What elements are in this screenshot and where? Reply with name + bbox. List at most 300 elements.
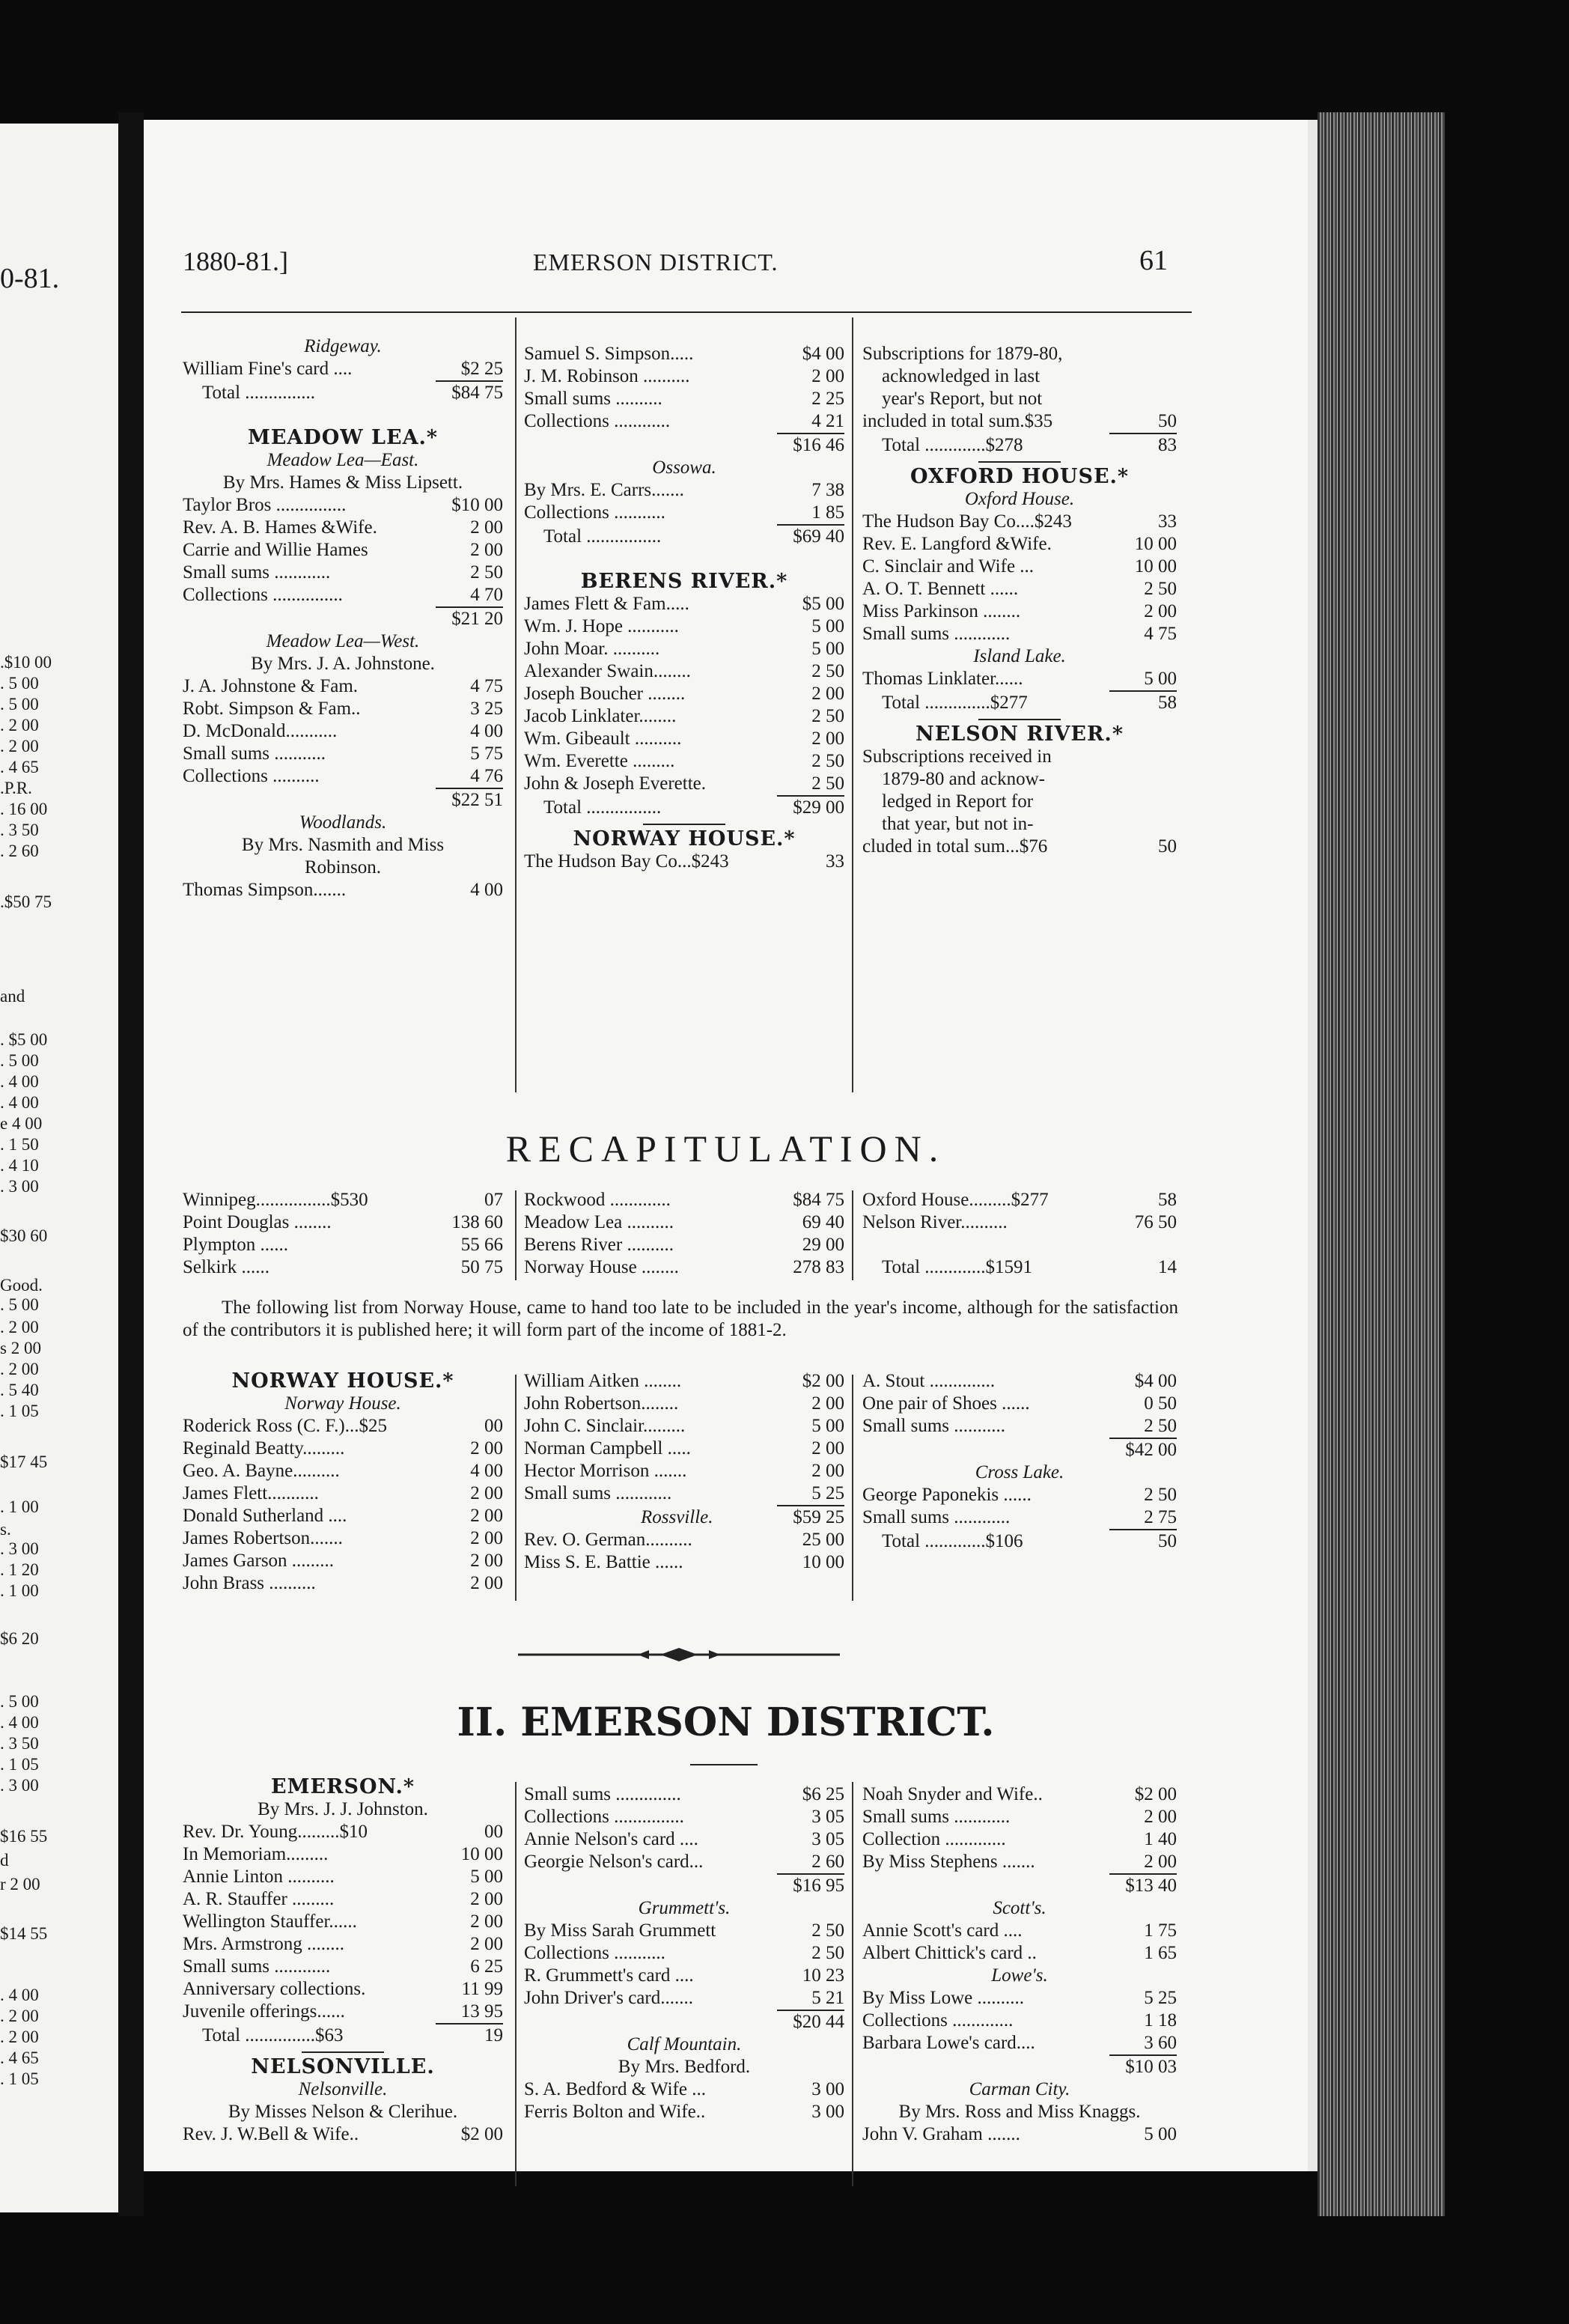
recap-column-3 [862,1189,1177,1279]
emerson-column-2 [524,1783,844,2123]
entry-label: Small sums ............ [524,1483,672,1503]
section-heading: NELSON RIVER.* [915,723,1124,746]
entry-row [524,388,844,410]
entry-row [183,2001,503,2023]
entry-amount: 2 50 [811,706,844,726]
entry-row [524,1482,844,1505]
entry-amount: 1 75 [1144,1920,1177,1941]
subsection-title: Lowe's. [991,1965,1048,1986]
entry-label: Annie Scott's card .... [862,1920,1023,1941]
left-page-line: . 1 00 [0,1581,39,1600]
section-rule [978,461,1061,463]
section-rule [302,2051,384,2053]
entry-amount: 2 00 [1144,1852,1177,1872]
left-page-line: . 3 50 [0,821,39,839]
page-61 [144,120,1308,2171]
recap-amount: 69 40 [802,1212,844,1232]
ornament-divider [518,1646,840,1664]
entry-label: Small sums ............ [862,624,1011,644]
entry-row [183,675,503,698]
entry-amount: $84 75 [451,383,503,403]
recap-amount: 14 [1158,1257,1177,1277]
entry-row [183,1438,503,1460]
recap-row [183,1234,503,1256]
left-page-line: Good. [0,1276,43,1295]
section-heading: NORWAY HOUSE.* [231,1369,454,1393]
left-page-line: d [0,1851,9,1870]
entry-label: Juvenile offerings...... [183,2001,345,2022]
left-page-line: s 2 00 [0,1339,41,1357]
entry-row [183,584,503,606]
entry-amount: 4 70 [470,585,503,605]
entry-amount: 50 [1158,1531,1177,1551]
left-page-line: . 1 05 [0,2069,39,2088]
entry-amount: 2 00 [470,1889,503,1909]
recap-amount: 29 00 [802,1235,844,1255]
left-page-line: e 4 00 [0,1114,43,1133]
entry-row [862,668,1177,690]
left-page-line: . 2 00 [0,737,39,755]
left-page-line: . 3 00 [0,1776,39,1795]
entry-amount: 1 40 [1144,1829,1177,1849]
entry-row [862,1851,1177,1873]
recap-row [862,1256,1177,1279]
subsection-title: Oxford House. [964,489,1075,509]
entry-amount: $69 40 [793,526,844,547]
entry-amount: 3 05 [811,1807,844,1827]
entry-row [183,789,503,812]
entry-row [862,1783,1177,1806]
entry-row [524,851,844,873]
recap-column-2 [524,1189,844,1279]
entry-amount: 2 50 [1144,1416,1177,1436]
entry-label: By Miss Lowe .......... [862,1988,1024,2008]
entry-row [524,1875,844,1897]
left-page-line: . 3 50 [0,1734,39,1753]
entry-amount: 2 00 [811,1393,844,1414]
entry-amount: 1 18 [1144,2010,1177,2031]
entry-label: By Mrs. E. Carrs....... [524,480,684,500]
left-page-line: . 2 00 [0,716,39,734]
entry-row [862,600,1177,623]
entry-label: Roderick Ross (C. F.)...$25 [183,1416,387,1436]
entry-label: Wm. J. Hope ........... [524,616,679,636]
entry-label: Noah Snyder and Wife.. [862,1784,1043,1804]
collector-line: By Mrs. Ross and Miss Knaggs. [898,2102,1141,2122]
entry-amount: 6 25 [470,1956,503,1977]
entry-amount: $2 25 [460,359,503,379]
entry-amount: $10 00 [451,495,503,515]
recap-amount: 07 [484,1190,503,1210]
entry-row [524,410,844,433]
entry-row [862,578,1177,600]
text-line: year's Report, but not [882,389,1043,409]
entry-amount: 11 99 [461,1979,503,1999]
recap-amount: 138 60 [451,1212,503,1232]
book-gutter [118,112,144,2216]
entry-amount: 5 25 [811,1483,844,1503]
entry-label: By Miss Stephens ....... [862,1852,1035,1872]
column-rule [852,317,853,1092]
entry-amount: $29 00 [793,797,844,818]
subsection-title: Meadow Lea—East. [266,450,419,470]
left-page-line: . 3 00 [0,1539,39,1558]
entry-label: Robt. Simpson & Fam.. [183,699,361,719]
text-line: 1879-80 and acknow- [882,769,1045,789]
entry-label: Carrie and Willie Hames [183,540,368,560]
entry-row [524,1460,844,1482]
entry-row [862,1370,1177,1393]
section-heading: EMERSON.* [271,1775,415,1798]
entry-amount: 2 00 [470,1551,503,1571]
entry-amount: 3 25 [470,699,503,719]
entry-label: Collections .......... [183,766,320,786]
entry-row [183,1482,503,1505]
entry-amount: 2 50 [1144,579,1177,599]
entry-label: Wm. Gibeault .......... [524,728,682,749]
left-page-line: . 1 20 [0,1560,39,1579]
entry-row [862,511,1177,533]
running-year: 1880-81.] [183,246,288,276]
entry-amount: 2 00 [470,1506,503,1526]
entry-label: Collections ............. [862,2010,1014,2031]
left-page-line: . 4 65 [0,2048,39,2067]
entry-label: Small sums ............ [862,1507,1011,1527]
entry-amount: 2 00 [470,1483,503,1503]
spacer [183,404,503,427]
entry-row [524,705,844,728]
entry-label: Collections ........... [524,1943,665,1963]
entry-row [862,533,1177,556]
entry-label: Alexander Swain........ [524,661,691,681]
left-page-line: $30 60 [0,1226,48,1245]
subsection-title: Norway House. [284,1393,401,1414]
entry-row [862,1920,1177,1942]
norway-late-column-2 [524,1370,844,1574]
entry-label: Wm. Everette ......... [524,751,675,771]
entry-amount: 2 00 [1144,1807,1177,1827]
entry-amount: 2 50 [811,773,844,794]
entry-amount: 10 23 [802,1965,844,1986]
entry-label: Hector Morrison ....... [524,1461,687,1481]
subsection-title: Meadow Lea—West. [266,631,420,651]
column-rule [515,1190,517,1280]
entry-amount: 2 50 [811,1920,844,1941]
entry-row [183,358,503,380]
entry-amount: 5 00 [811,616,844,636]
entry-row [524,526,844,548]
entry-label: D. McDonald........... [183,721,338,741]
entry-row [183,1572,503,1595]
entry-row [524,593,844,615]
entry-label: Anniversary collections. [183,1979,366,1999]
entry-amount: $22 51 [451,790,503,810]
entry-amount: 1 65 [1144,1943,1177,1963]
entry-label: Total ...............$63 [202,2025,344,2045]
entry-row [862,1942,1177,1965]
entry-label: Samuel S. Simpson..... [524,344,694,364]
entry-label: Wellington Stauffer...... [183,1911,357,1932]
left-page-line: r 2 00 [0,1875,40,1893]
entry-label: Taylor Bros ............... [183,495,347,515]
left-page-line: . 5 40 [0,1381,39,1399]
entry-row [183,1978,503,2001]
entry-amount: 4 00 [470,1461,503,1481]
entry-row [183,2123,503,2146]
subsection-title: Island Lake. [973,646,1066,666]
entry-amount: 10 00 [460,1844,503,1864]
entry-row [183,608,503,630]
entry-label: Total .............$278 [882,435,1023,455]
text-line: Subscriptions received in [862,746,1052,767]
entry-amount: 5 25 [1144,1988,1177,2008]
entry-amount: 2 00 [811,1438,844,1458]
entry-amount: 25 00 [802,1530,844,1550]
entry-amount: 00 [484,1822,503,1842]
left-page-line: . 16 00 [0,800,48,818]
entry-amount: 5 00 [1144,669,1177,689]
entry-label: Norman Campbell ..... [524,1438,691,1458]
entry-amount: 2 00 [470,1573,503,1593]
section-heading: NORWAY HOUSE.* [573,827,796,851]
entry-row [183,2025,503,2047]
entry-amount: 1 85 [811,502,844,523]
recap-amount: 76 50 [1134,1212,1177,1232]
entry-label: Small sums ........... [862,1416,1005,1436]
entry-label: Jacob Linklater........ [524,706,677,726]
entry-label: Ferris Bolton and Wife.. [524,2102,706,2122]
entry-row [183,1888,503,1911]
spacer [524,548,844,571]
entry-row [862,1875,1177,1897]
entry-row [524,502,844,524]
entry-row [183,1933,503,1956]
entry-row [183,1460,503,1482]
entry-amount: $21 20 [451,609,503,629]
entry-row [862,556,1177,578]
entry-row [183,517,503,539]
entry-label: Total .............$106 [882,1531,1023,1551]
entry-row [862,1415,1177,1438]
left-page-line: $16 55 [0,1827,48,1846]
column-rule [852,1190,853,1280]
entry-row [524,660,844,683]
column-rule [852,1375,853,1601]
entry-label: Rev. O. German.......... [524,1530,692,1550]
column-2 [524,343,844,873]
entry-label: A. O. T. Bennett ...... [862,579,1019,599]
entry-label: Total ................ [543,526,662,547]
entry-label: Rev. E. Langford &Wife. [862,534,1052,554]
entry-label: William Fine's card .... [183,359,353,379]
entry-amount: $2 00 [1134,1784,1177,1804]
entry-label: Donald Sutherland .... [183,1506,347,1526]
entry-row [524,1987,844,2010]
entry-row [862,1439,1177,1461]
entry-label: Barbara Lowe's card.... [862,2033,1035,2053]
entry-amount: 2 00 [1144,601,1177,621]
recap-row [862,1189,1177,1211]
entry-amount: 5 00 [811,639,844,659]
section-rule [643,824,725,825]
entry-row [183,1415,503,1438]
entry-row [862,2056,1177,2078]
entry-label: A. R. Stauffer ......... [183,1889,335,1909]
entry-row [862,1484,1177,1506]
entry-amount: 5 21 [811,1988,844,2008]
entry-row [862,2123,1177,2146]
running-title: EMERSON DISTRICT. [533,249,779,276]
entry-label: John Robertson........ [524,1393,679,1414]
entry-amount: 4 00 [470,880,503,900]
entry-row [183,698,503,720]
entry-amount: 2 00 [811,728,844,749]
entry-amount: 2 00 [470,540,503,560]
text-line: that year, but not in- [882,814,1034,834]
entry-label: Georgie Nelson's card... [524,1852,704,1872]
left-page-line: and [0,987,25,1006]
left-page-line: . 2 00 [0,1360,39,1378]
text-line: Subscriptions for 1879-80, [862,344,1063,364]
entry-amount: $10 03 [1125,2057,1177,2077]
entry-row [524,1942,844,1965]
entry-row [862,836,1177,858]
entry-row [524,1393,844,1415]
column-rule [852,1782,853,2186]
entry-label: Thomas Simpson....... [183,880,347,900]
entry-label: The Hudson Bay Co....$243 [862,511,1072,532]
page-number: 61 [1139,245,1168,276]
entry-amount: 2 50 [470,562,503,582]
subsection-title: Woodlands. [299,812,387,833]
entry-row [524,1828,844,1851]
left-page-line: $14 55 [0,1924,48,1943]
entry-amount: $2 00 [802,1371,844,1391]
entry-amount: 13 95 [460,2001,503,2022]
recap-label: Total .............$1591 [882,1257,1033,1277]
entry-label: Small sums ............ [183,1956,331,1977]
entry-label: cluded in total sum...$76 [862,836,1048,857]
entry-row [183,1527,503,1550]
entry-label: John Driver's card....... [524,1988,693,2008]
entry-amount: 2 50 [811,661,844,681]
recap-row [524,1211,844,1234]
column-rule [515,1375,517,1601]
collector-line: By Mrs. J. A. Johnstone. [251,654,435,674]
entry-row [524,1783,844,1806]
entry-row [524,1851,844,1873]
entry-row [183,1911,503,1933]
entry-row [524,750,844,773]
left-page-line: . 5 00 [0,674,39,693]
entry-amount: $42 00 [1125,1440,1177,1460]
entry-label: One pair of Shoes ...... [862,1393,1030,1414]
entry-amount: 2 00 [811,684,844,704]
section-heading: NELSONVILLE. [251,2055,435,2078]
entry-label: Miss Parkinson ........ [862,601,1021,621]
left-page-line: .$10 00 [0,653,52,672]
entry-amount: 2 00 [470,1438,503,1458]
entry-amount: 2 25 [811,389,844,409]
emerson-column-3 [862,1783,1177,2146]
entry-label: J. M. Robinson .......... [524,366,690,386]
text-line: acknowledged in last [882,366,1041,386]
subsection-title: Ridgeway. [304,336,382,356]
entry-row [183,539,503,562]
header-rule [181,311,1192,313]
collector-line: By Mrs. J. J. Johnston. [258,1799,428,1819]
collector-line: By Mrs. Nasmith and Miss [241,835,445,855]
entry-row [183,765,503,788]
entry-label: Annie Linton .......... [183,1867,335,1887]
entry-label: Annie Nelson's card .... [524,1829,698,1849]
entry-amount: 3 00 [811,2079,844,2099]
entry-label: Collection ............. [862,1829,1006,1849]
left-page-line: . $5 00 [0,1030,48,1049]
entry-row [524,2011,844,2034]
left-page-line: . 1 00 [0,1497,39,1516]
entry-row [183,494,503,517]
entry-row [862,1506,1177,1529]
entry-amount: $4 00 [802,344,844,364]
entry-row [524,1370,844,1393]
entry-label: C. Sinclair and Wife ... [862,556,1035,577]
column-1 [183,335,503,901]
entry-row [524,728,844,750]
section-heading: OXFORD HOUSE.* [910,465,1130,488]
recap-amount: 55 66 [460,1235,503,1255]
subsection-title: Ossowa. [652,457,716,478]
left-page-line: .P.R. [0,779,32,797]
entry-label: James Flett & Fam..... [524,594,689,614]
entry-amount: 2 00 [811,366,844,386]
entry-amount: $20 44 [793,2012,844,2032]
entry-amount: 33 [1158,511,1177,532]
entry-amount: 2 50 [811,751,844,771]
recap-label: Meadow Lea .......... [524,1212,674,1232]
entry-row [524,365,844,388]
heading-rule [690,1764,758,1765]
recap-column-1 [183,1189,503,1279]
subsection-title: Calf Mountain. [627,2034,742,2054]
entry-amount: 19 [484,2025,503,2045]
left-page-line: . 2 60 [0,842,39,860]
entry-label: S. A. Bedford & Wife ... [524,2079,706,2099]
recap-label: Berens River .......... [524,1235,674,1255]
entry-label: John Moar. .......... [524,639,660,659]
entry-row [862,2010,1177,2032]
left-page-line: 0-81. [0,263,60,294]
recap-label: Nelson River.......... [862,1212,1008,1232]
recap-label: Point Douglas ........ [183,1212,332,1232]
left-page-line: . 5 00 [0,1051,39,1070]
entry-label: R. Grummett's card .... [524,1965,694,1986]
left-page-line: . 4 00 [0,1986,39,2004]
entry-row [862,1828,1177,1851]
recap-label: Winnipeg................$530 [183,1190,368,1210]
left-page-line: . 1 05 [0,1402,39,1420]
entry-amount: 5 75 [470,743,503,764]
entry-row [524,1965,844,1987]
entry-row [862,434,1177,457]
entry-label: Reginald Beatty......... [183,1438,345,1458]
entry-amount: 2 00 [470,1911,503,1932]
entry-label: George Paponekis ...... [862,1485,1032,1505]
entry-row [183,1505,503,1527]
recap-label: Rockwood ............. [524,1190,671,1210]
entry-amount: 83 [1158,435,1177,455]
late-list-note: The following list from Norway House, came to hand too late to be included in the year's income, although for the satisfaction of the contributors it is published here; it will form part of the income of 1881-2. [183,1298,1178,1340]
